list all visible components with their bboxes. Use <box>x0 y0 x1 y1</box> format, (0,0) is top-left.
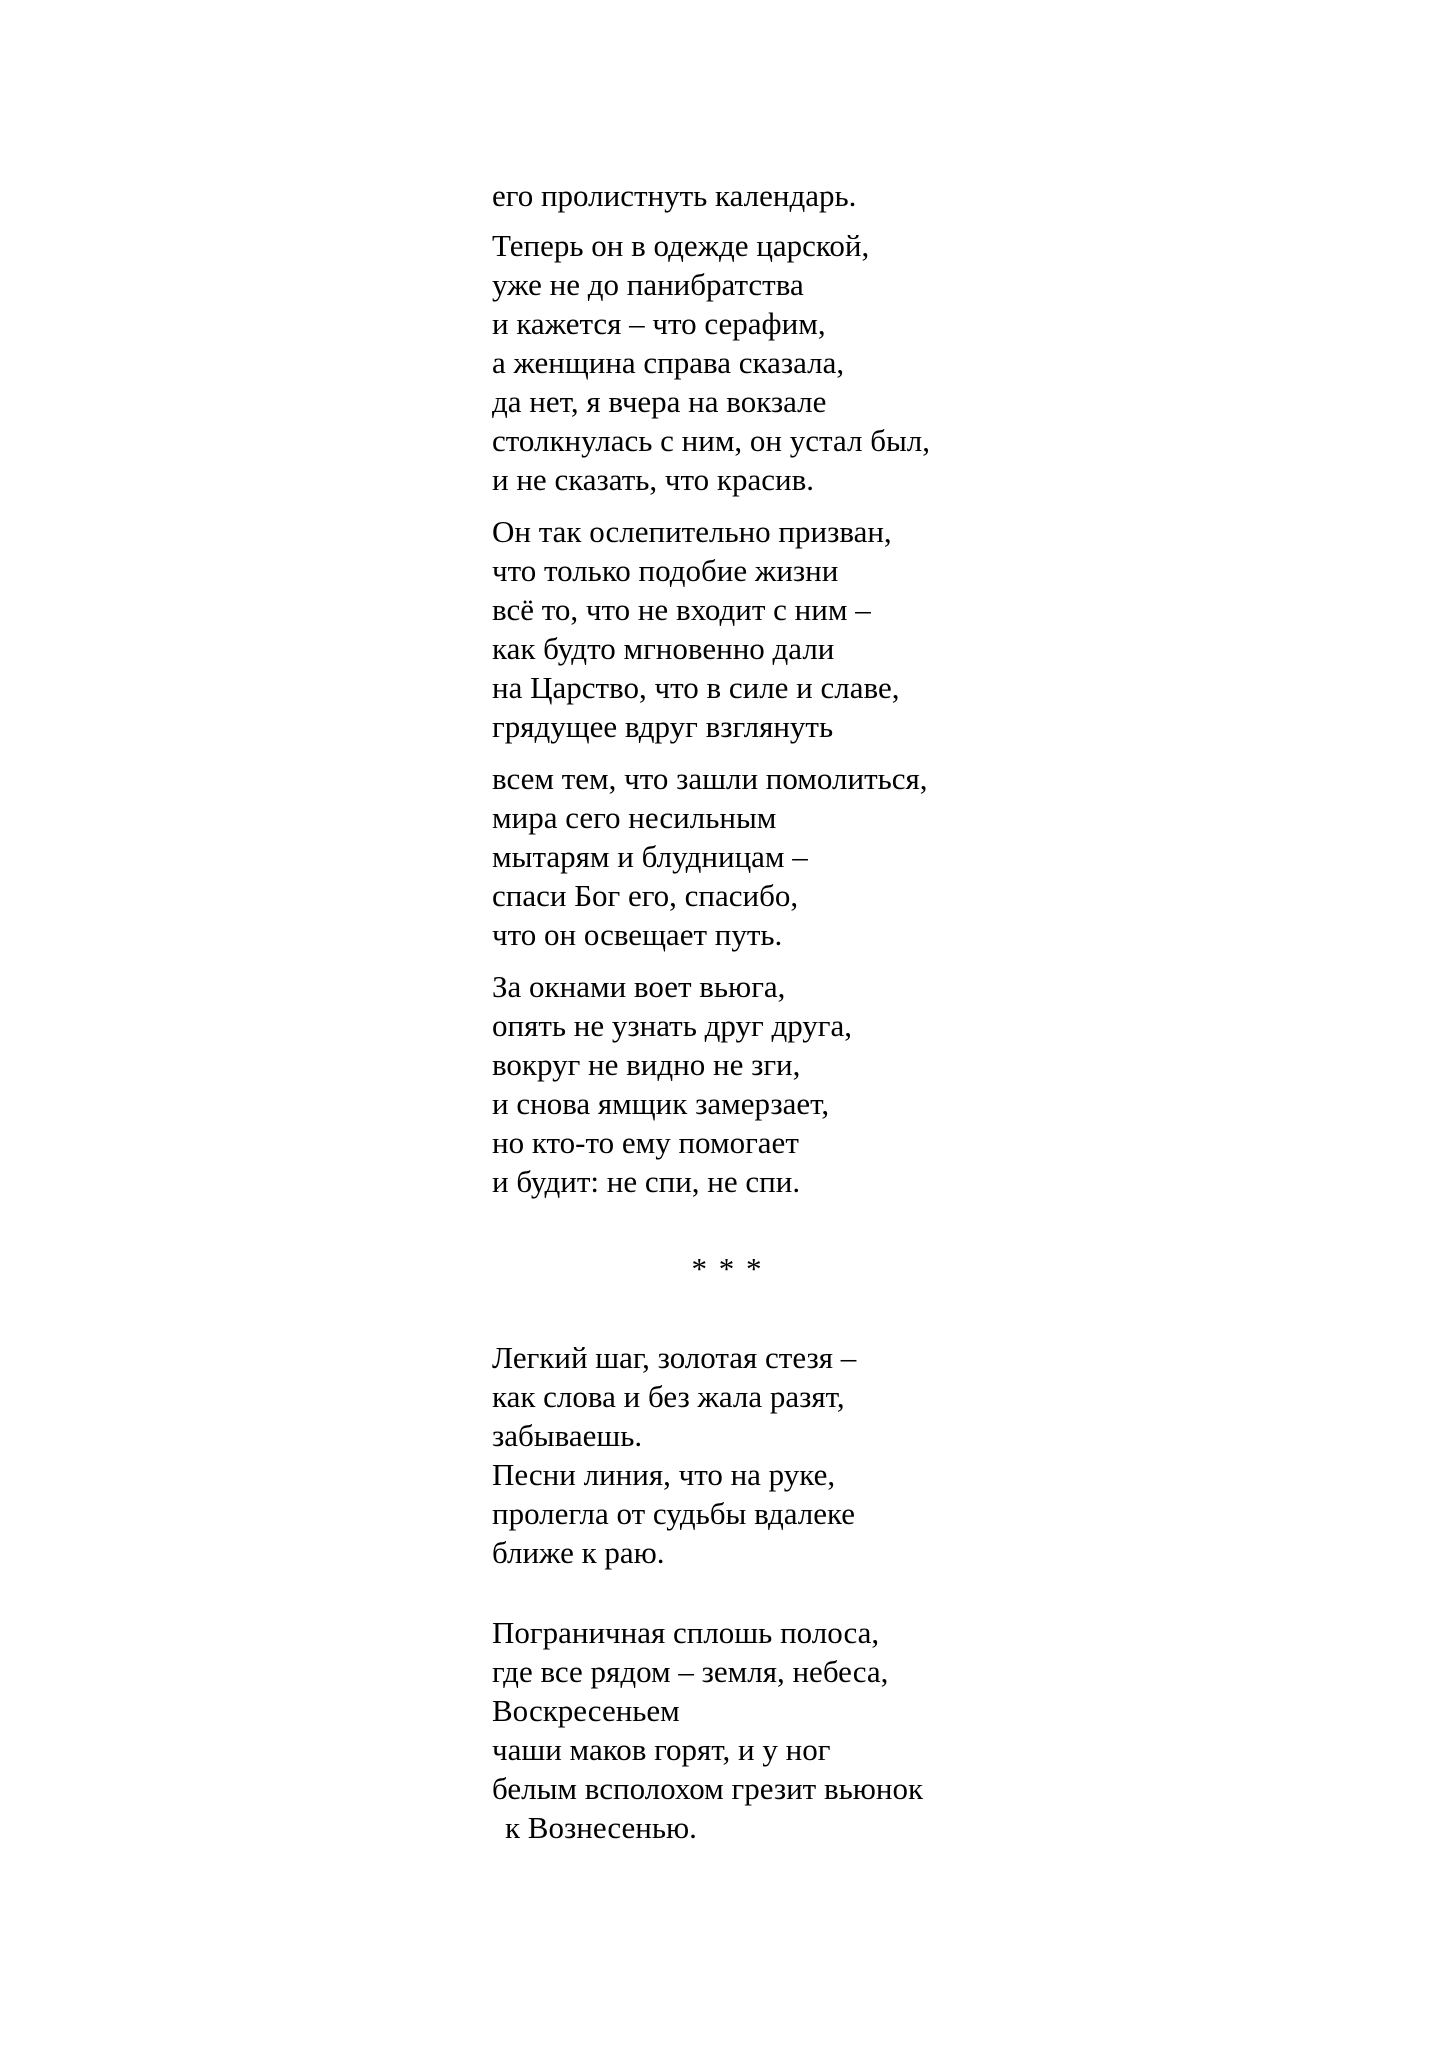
poem-line: к Вознесенью. <box>505 1810 697 1845</box>
poem-line: мира сего несильным <box>492 800 777 835</box>
poem-line: опять не узнать друг друга, <box>492 1008 853 1043</box>
poem-line: Он так ослепительно призван, <box>492 514 892 549</box>
poem-line: и не сказать, что красив. <box>492 462 814 497</box>
poem-line: белым всполохом грезит вьюнок <box>492 1771 924 1806</box>
poem-line: всё то, что не входит с ним – <box>492 592 871 627</box>
poem-line: чаши маков горят, и у ног <box>492 1732 831 1767</box>
poem-line: столкнулась с ним, он устал был, <box>492 423 931 458</box>
poem-line: забываешь. <box>492 1418 643 1453</box>
poem-line: а женщина справа сказала, <box>492 345 845 380</box>
poem-line: Пограничная сплошь полоса, <box>492 1615 880 1650</box>
poem-line: мытарям и блудницам – <box>492 839 808 874</box>
poem-line: вокруг не видно не зги, <box>492 1047 801 1082</box>
section-separator: * * * <box>691 1251 764 1286</box>
poem-line: ближе к раю. <box>492 1535 665 1570</box>
poem-line: Песни линия, что на руке, <box>492 1457 836 1492</box>
poem-line: пролегла от судьбы вдалеке <box>492 1496 856 1531</box>
poem-line: что он освещает путь. <box>492 917 783 952</box>
poem-line: его пролистнуть календарь. <box>492 178 857 213</box>
poem-line: Теперь он в одежде царской, <box>492 228 870 263</box>
poem-line: да нет, я вчера на вокзале <box>492 384 827 419</box>
poem-line: где все рядом – земля, небеса, <box>492 1654 889 1689</box>
poem-line: как слова и без жала разят, <box>492 1379 845 1414</box>
poem-line: уже не до панибратства <box>492 267 804 302</box>
poem-line: спаси Бог его, спасибо, <box>492 878 799 913</box>
poem-line: За окнами воет вьюга, <box>492 969 786 1004</box>
poem-line: грядущее вдруг взглянуть <box>492 709 834 744</box>
poem-line: Легкий шаг, золотая стезя – <box>492 1340 857 1375</box>
poem-line: и будит: не спи, не спи. <box>492 1164 801 1199</box>
poem-line: но кто-то ему помогает <box>492 1125 799 1160</box>
poem-line: и кажется – что серафим, <box>492 306 826 341</box>
poem-line: всем тем, что зашли помолиться, <box>492 761 928 796</box>
poem-line: что только подобие жизни <box>492 553 839 588</box>
poem-line: Воскресеньем <box>492 1693 680 1728</box>
poem-line: и снова ямщик замерзает, <box>492 1086 830 1121</box>
poem-line: на Царство, что в силе и славе, <box>492 670 900 705</box>
poem-line: как будто мгновенно дали <box>492 631 835 666</box>
